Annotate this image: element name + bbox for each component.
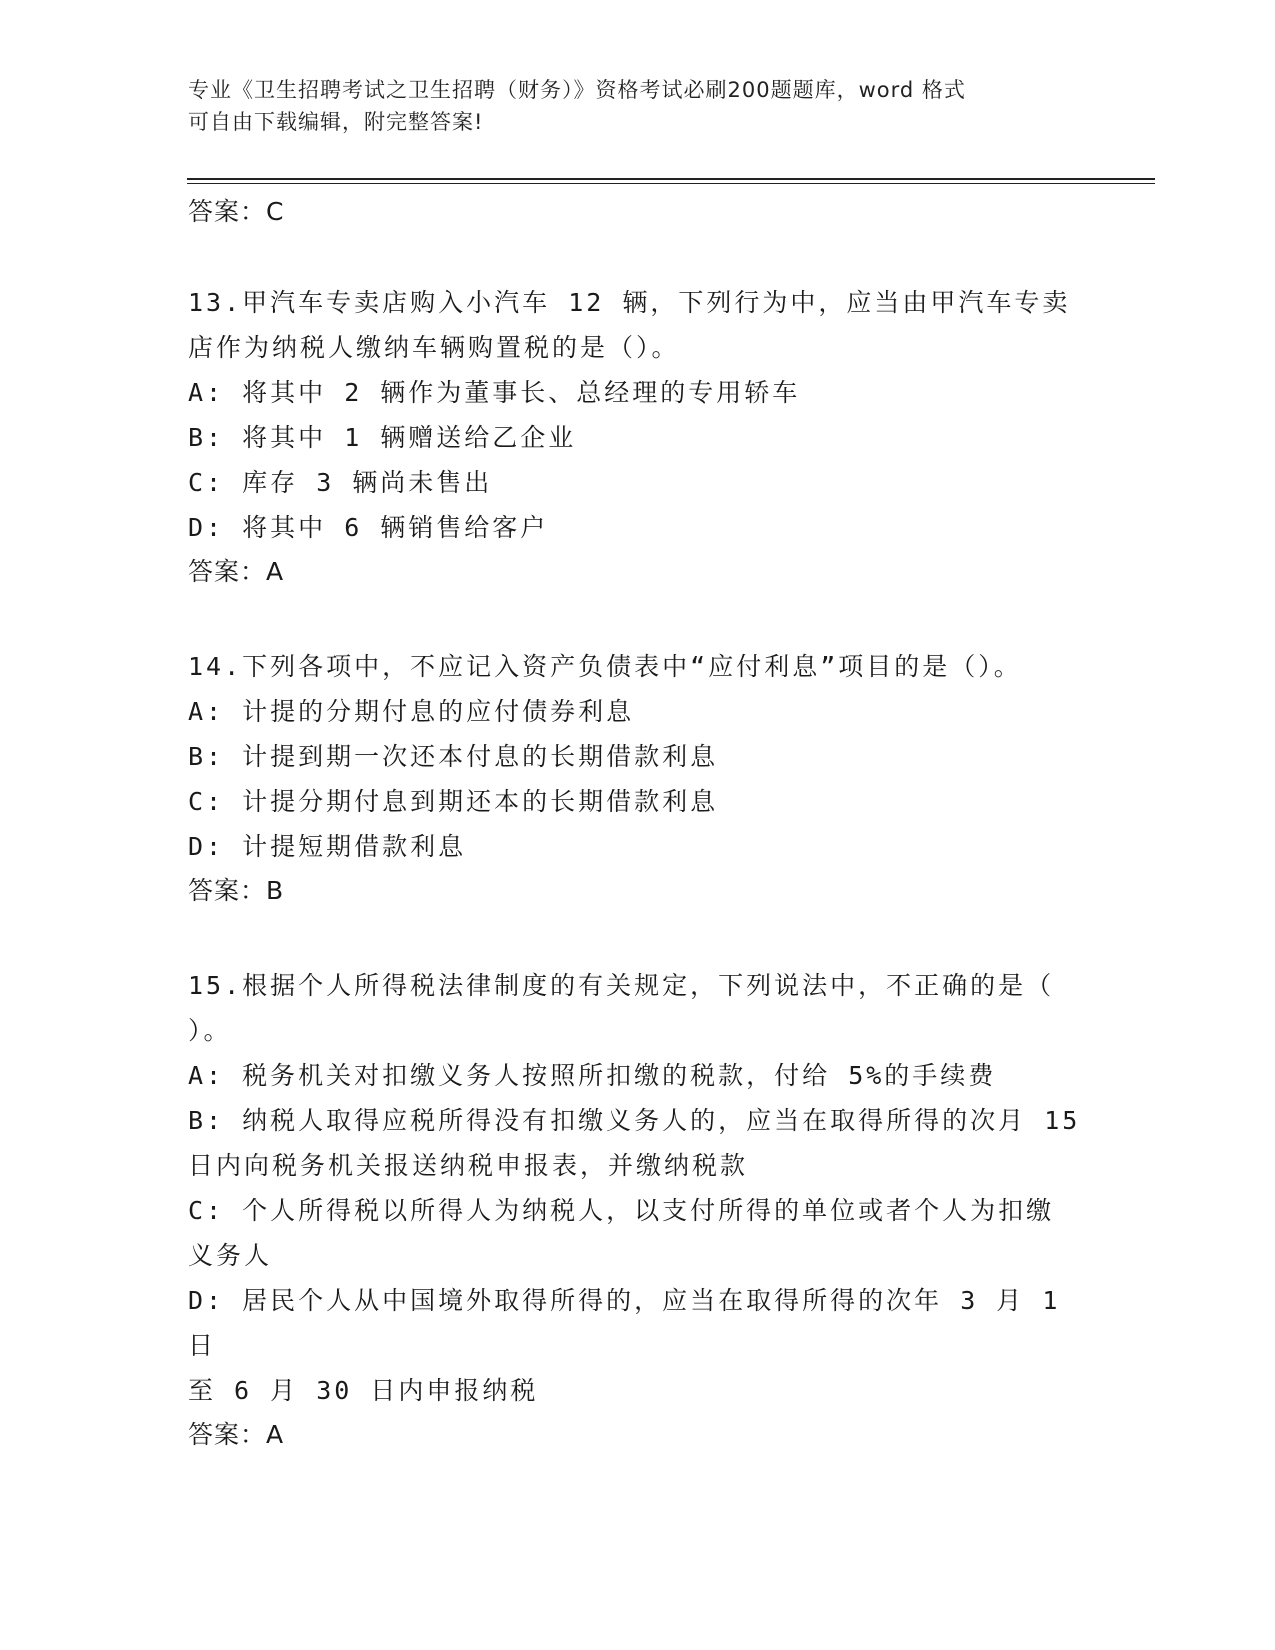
question-text: 14.下列各项中，不应记入资产负债表中“应付利息”项目的是（）。	[188, 652, 1022, 681]
answer-option: A: 将其中 2 辆作为董事长、总经理的专用轿车	[188, 378, 801, 407]
question-text: 店作为纳税人缴纳车辆购置税的是（）。	[188, 333, 680, 362]
header-line-1: 专业《卫生招聘考试之卫生招聘（财务）》资格考试必刷200题题库，word 格式	[188, 78, 966, 102]
answer-option: B: 纳税人取得应税所得没有扣缴义务人的，应当在取得所得的次月 15	[188, 1106, 1081, 1135]
answer-option: 日内向税务机关报送纳税申报表，并缴纳税款	[188, 1151, 749, 1180]
question-block	[188, 644, 1088, 913]
answer-option: D: 居民个人从中国境外取得所得的，应当在取得所得的次年 3 月 1 日	[188, 1286, 1061, 1360]
header-rule-thick	[187, 178, 1155, 180]
document-header	[188, 74, 1088, 138]
answer-option: C: 库存 3 辆尚未售出	[188, 468, 493, 497]
answer-option: 义务人	[188, 1241, 273, 1270]
document-body	[188, 186, 1088, 1457]
question-block	[188, 963, 1088, 1457]
answer-option: A: 计提的分期付息的应付债券利息	[188, 697, 635, 726]
header-line-2: 可自由下载编辑，附完整答案!	[188, 110, 484, 134]
question-block	[188, 280, 1088, 594]
question-text: ）。	[188, 1016, 232, 1045]
header-rule-thin	[187, 183, 1155, 184]
question-text: 13.甲汽车专卖店购入小汽车 12 辆，下列行为中，应当由甲汽车专卖	[188, 288, 1071, 317]
answer-option: D: 计提短期借款利息	[188, 832, 467, 861]
answer-option: 至 6 月 30 日内申报纳税	[188, 1376, 539, 1405]
answer-key: 答案：B	[188, 876, 285, 905]
answer-option: C: 计提分期付息到期还本的长期借款利息	[188, 787, 719, 816]
answer-option: C: 个人所得税以所得人为纳税人，以支付所得的单位或者个人为扣缴	[188, 1196, 1055, 1225]
answer-option: A: 税务机关对扣缴义务人按照所扣缴的税款，付给 5%的手续费	[188, 1061, 997, 1090]
answer-option: D: 将其中 6 辆销售给客户	[188, 513, 549, 542]
answer-key: 答案：A	[188, 557, 285, 586]
answer-key: 答案：A	[188, 1420, 285, 1449]
question-text: 15.根据个人所得税法律制度的有关规定，下列说法中，不正确的是（	[188, 971, 1055, 1000]
answer-option: B: 将其中 1 辆赠送给乙企业	[188, 423, 577, 452]
question-list	[188, 280, 1088, 1457]
answer-option: B: 计提到期一次还本付息的长期借款利息	[188, 742, 719, 771]
previous-answer: 答案：C	[188, 197, 285, 226]
